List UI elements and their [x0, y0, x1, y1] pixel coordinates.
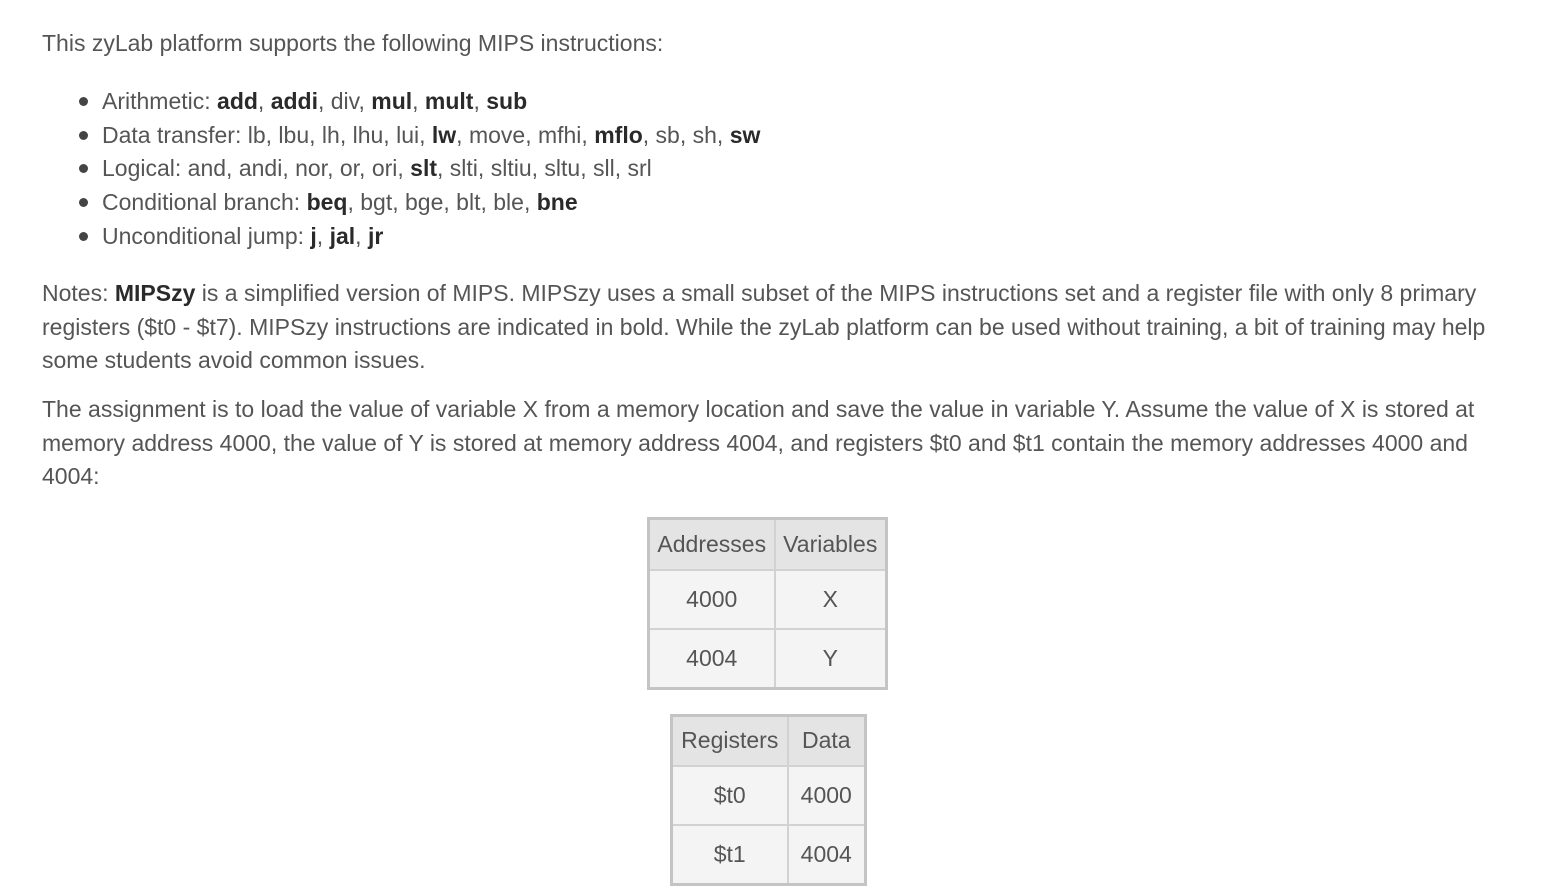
instruction: nor	[295, 155, 328, 182]
data-cell: 4004	[788, 825, 866, 885]
table-row	[672, 766, 866, 825]
mipszy-instruction: mult	[424, 88, 474, 114]
register-table-header: Data	[788, 716, 866, 767]
instruction-category-item: Conditional branch: beq, bgt, bge, blt, ble, bne	[42, 186, 760, 220]
notes-term: MIPSzy	[114, 280, 196, 306]
bullet-icon	[79, 97, 88, 106]
notes-paragraph	[42, 277, 1502, 378]
intro-text: This zyLab platform supports the following MIPS instructions:	[42, 30, 664, 56]
mipszy-instruction: mul	[371, 88, 413, 114]
bullet-icon	[79, 232, 88, 241]
instruction: or	[339, 155, 360, 182]
instruction: sltu	[544, 155, 581, 182]
address-cell: 4004	[649, 629, 775, 689]
mipszy-instruction: sw	[729, 121, 761, 148]
address-table-header-row	[649, 519, 887, 571]
instruction: sll	[592, 155, 615, 182]
instruction: sltiu	[490, 155, 532, 182]
table-row	[649, 570, 887, 629]
variable-cell: X	[775, 570, 887, 629]
data-cell: 4000	[788, 766, 866, 825]
assignment-paragraph: The assignment is to load the value of variable X from a memory location and save the value in variable Y. Assume the value of X is stored at memory address 4000, the value of Y is stored at memory address 4004, and registers $t0 and $t1 contain the memory addresses 4000 and 4004:	[42, 396, 1475, 489]
instruction: slti	[449, 155, 478, 182]
instruction: lb	[247, 121, 266, 148]
address-cell: 4000	[649, 570, 775, 629]
category-label: Logical:	[102, 155, 188, 182]
mipszy-instruction: add	[217, 88, 258, 114]
register-table-header: Registers	[672, 716, 788, 767]
register-cell: $t1	[672, 825, 788, 885]
table-row	[649, 629, 887, 689]
category-label: Data transfer:	[102, 121, 248, 148]
table-row	[672, 825, 866, 885]
bullet-icon	[79, 131, 88, 140]
category-label: Conditional branch:	[102, 189, 307, 216]
address-table	[647, 517, 888, 690]
instruction: lhu	[352, 121, 384, 148]
instruction: lh	[321, 121, 340, 148]
mipszy-instruction: bne	[536, 189, 578, 216]
category-label: Unconditional jump:	[102, 222, 311, 249]
instruction-category-item: Data transfer: lb, lbu, lh, lhu, lui, lw, move, mfhi, mflo, sb, sh, sw	[42, 119, 760, 153]
instruction: ori	[371, 155, 398, 182]
notes-body: is a simplified version of MIPS. MIPSzy uses a small subset of the MIPS instructions set and a register file with only 8 primary registers ($t0 - $t7). MIPSzy instructions are indicated in bold. While the zyLab platform can be used without training, a bit of training may help some students avoid common issues.	[42, 280, 1486, 373]
address-table-header: Addresses	[649, 519, 775, 571]
instruction: sb	[655, 121, 680, 148]
mipszy-instruction: beq	[306, 189, 348, 216]
mipszy-instruction: sub	[486, 88, 528, 114]
instruction: lui	[396, 121, 420, 148]
mipszy-instruction: slt	[410, 155, 438, 182]
register-cell: $t0	[672, 766, 788, 825]
category-label: Arithmetic:	[102, 88, 218, 114]
instruction: and	[187, 155, 227, 182]
instruction: bge	[405, 189, 444, 216]
instruction: blt	[456, 189, 481, 216]
instruction: div	[330, 88, 359, 114]
instruction-category-item: Arithmetic: add, addi, div, mul, mult, sub	[42, 85, 760, 119]
variable-cell: Y	[775, 629, 887, 689]
instruction: andi	[238, 155, 283, 182]
mipszy-instruction: jal	[329, 222, 356, 249]
instruction: mfhi	[537, 121, 582, 148]
bullet-icon	[79, 164, 88, 173]
instruction-category-item: Unconditional jump: j, jal, jr	[42, 220, 760, 254]
mipszy-instruction: jr	[367, 222, 384, 249]
mipszy-instruction: lw	[431, 121, 457, 148]
instruction-list	[42, 85, 760, 253]
mipszy-instruction: mflo	[594, 121, 643, 148]
instruction-category-item: Logical: and, andi, nor, or, ori, slt, slti, sltiu, sltu, sll, srl	[42, 152, 760, 186]
mipszy-instruction: addi	[270, 88, 318, 114]
address-table-header: Variables	[775, 519, 887, 571]
bullet-icon	[79, 198, 88, 207]
lab-instructions	[42, 27, 1502, 867]
instruction: sh	[692, 121, 717, 148]
instruction: lbu	[278, 121, 310, 148]
mipszy-instruction: j	[310, 222, 317, 249]
instruction: srl	[627, 155, 652, 182]
register-table-header-row	[672, 716, 866, 767]
notes-prefix: Notes:	[42, 280, 115, 306]
instruction: move	[468, 121, 526, 148]
instruction: bgt	[360, 189, 393, 216]
instruction: ble	[493, 189, 524, 216]
register-table	[670, 714, 867, 886]
